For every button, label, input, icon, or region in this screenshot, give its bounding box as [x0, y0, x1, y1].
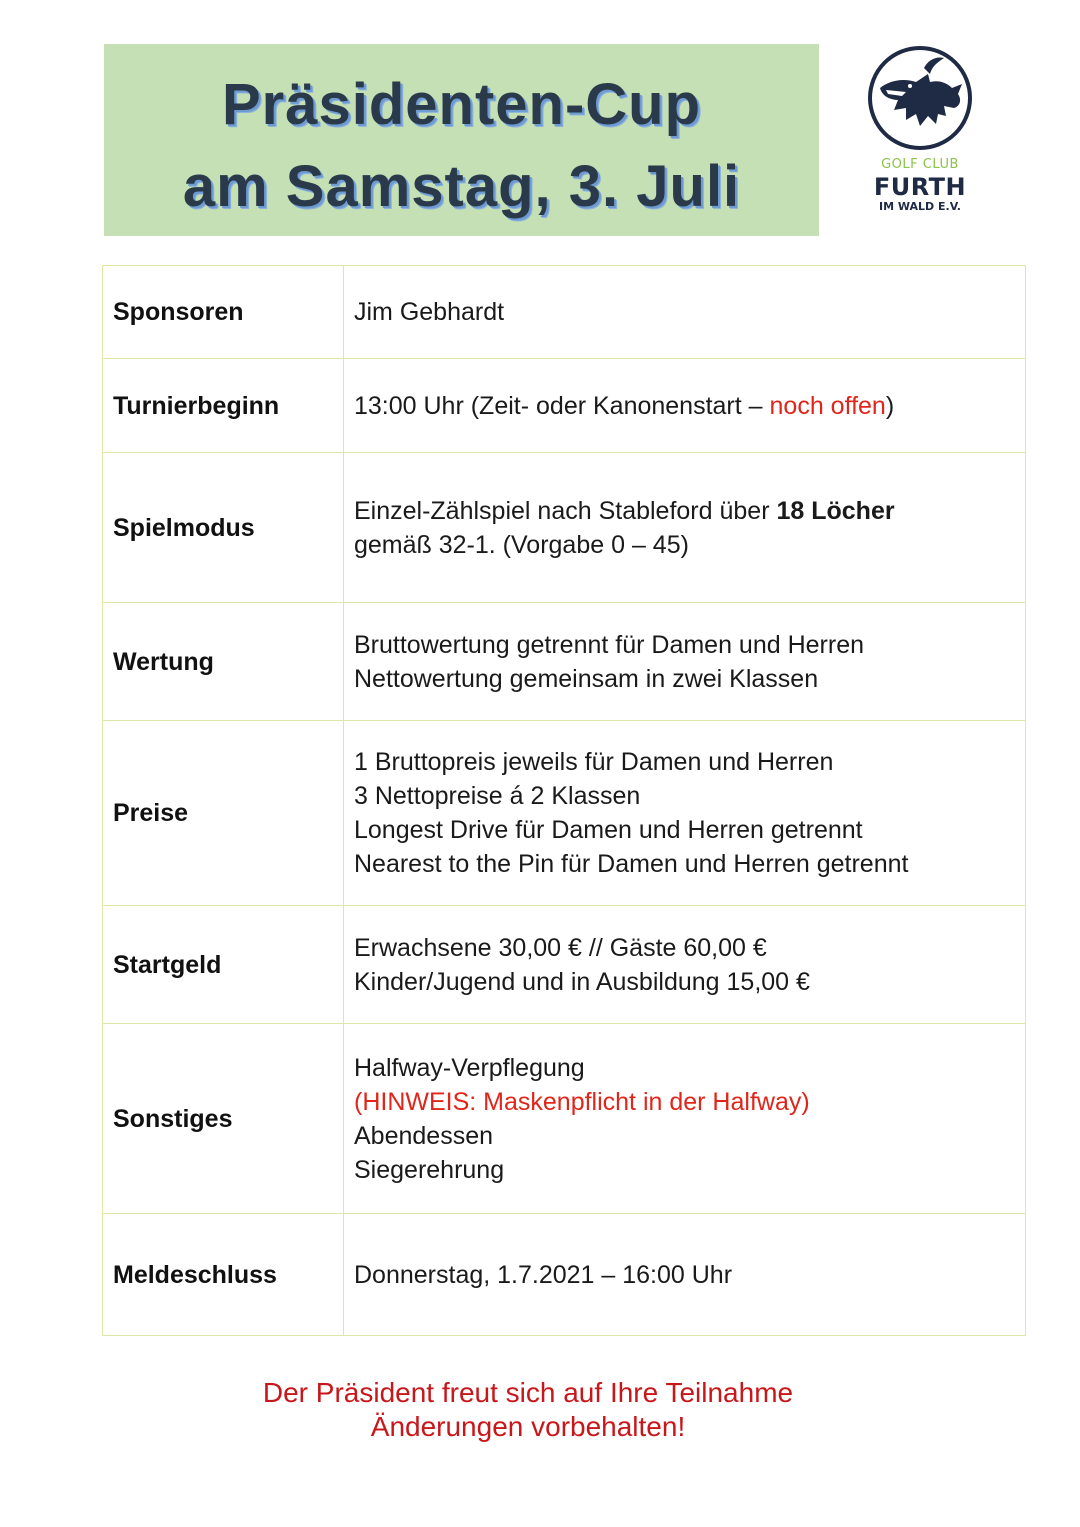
- table-row-turnierbeginn: [103, 359, 1026, 453]
- row-value: [344, 453, 1026, 603]
- table-row-spielmodus: [103, 453, 1026, 603]
- row-label: Preise: [103, 721, 344, 906]
- club-logo-text: [866, 156, 974, 214]
- row-value: Donnerstag, 1.7.2021 – 16:00 Uhr: [344, 1214, 1026, 1336]
- row-label: Meldeschluss: [103, 1214, 344, 1336]
- row-value: [344, 359, 1026, 453]
- value-line: [354, 494, 1015, 528]
- value-line: 3 Nettopreise á 2 Klassen: [354, 782, 641, 810]
- table-row-startgeld: [103, 906, 1026, 1024]
- value-line: Erwachsene 30,00 € // Gäste 60,00 €: [354, 933, 767, 962]
- table-row-wertung: [103, 603, 1026, 721]
- row-label: Startgeld: [103, 906, 344, 1024]
- row-value: [344, 721, 1026, 906]
- row-value: Jim Gebhardt: [344, 266, 1026, 359]
- footer-line-2: Änderungen vorbehalten!: [370, 1411, 686, 1442]
- value-line: Halfway-Verpflegung: [354, 1053, 585, 1082]
- logo-club-label: GOLF CLUB: [881, 157, 959, 172]
- page-title-line-2: am Samstag, 3. Juli: [182, 154, 741, 219]
- row-label: Sonstiges: [103, 1024, 344, 1214]
- logo-club-name: FURTH: [873, 173, 967, 201]
- value-line: Abendessen: [354, 1121, 494, 1150]
- title-banner: [104, 44, 819, 236]
- start-time-close: ): [885, 391, 895, 420]
- value-line: Siegerehrung: [354, 1155, 505, 1184]
- row-label: Turnierbeginn: [103, 359, 344, 453]
- footer-line-1: Der Präsident freut sich auf Ihre Teilnahme: [262, 1377, 794, 1408]
- footer-note: [0, 1376, 1056, 1444]
- row-value: [344, 603, 1026, 721]
- tournament-info-table: [102, 265, 1026, 1336]
- table-row-sonstiges: [103, 1024, 1026, 1214]
- row-value: [344, 1024, 1026, 1214]
- table-row-sponsoren: [103, 266, 1026, 359]
- mode-text: Einzel-Zählspiel nach Stableford über: [354, 496, 777, 525]
- logo-club-sub: IM WALD E.V.: [879, 200, 961, 213]
- value-line: 1 Bruttopreis jeweils für Damen und Herren: [354, 748, 834, 776]
- value-line: Kinder/Jugend und in Ausbildung 15,00 €: [354, 967, 810, 996]
- crocodile-emblem-icon: [866, 44, 974, 152]
- value-line: gemäß 32-1. (Vorgabe 0 – 45): [354, 530, 689, 559]
- row-value: [344, 906, 1026, 1024]
- start-mode-open-note: noch offen: [769, 391, 886, 420]
- value-line: Longest Drive für Damen und Herren getrennt: [354, 816, 863, 844]
- table-row-preise: [103, 721, 1026, 906]
- row-label: Spielmodus: [103, 453, 344, 603]
- mask-notice: (HINWEIS: Maskenpflicht in der Halfway): [354, 1087, 810, 1116]
- start-time-text: 13:00 Uhr (Zeit- oder Kanonenstart –: [354, 391, 770, 420]
- table-row-meldeschluss: [103, 1214, 1026, 1336]
- page-title-line-1: Präsidenten-Cup: [221, 72, 702, 137]
- row-label: Sponsoren: [103, 266, 344, 359]
- value-line: Nettowertung gemeinsam in zwei Klassen: [354, 664, 819, 693]
- mode-holes: 18 Löcher: [776, 496, 895, 525]
- club-logo: [866, 44, 986, 234]
- row-label: Wertung: [103, 603, 344, 721]
- value-line: Nearest to the Pin für Damen und Herren getrennt: [354, 850, 909, 878]
- value-line: Bruttowertung getrennt für Damen und Herren: [354, 630, 864, 659]
